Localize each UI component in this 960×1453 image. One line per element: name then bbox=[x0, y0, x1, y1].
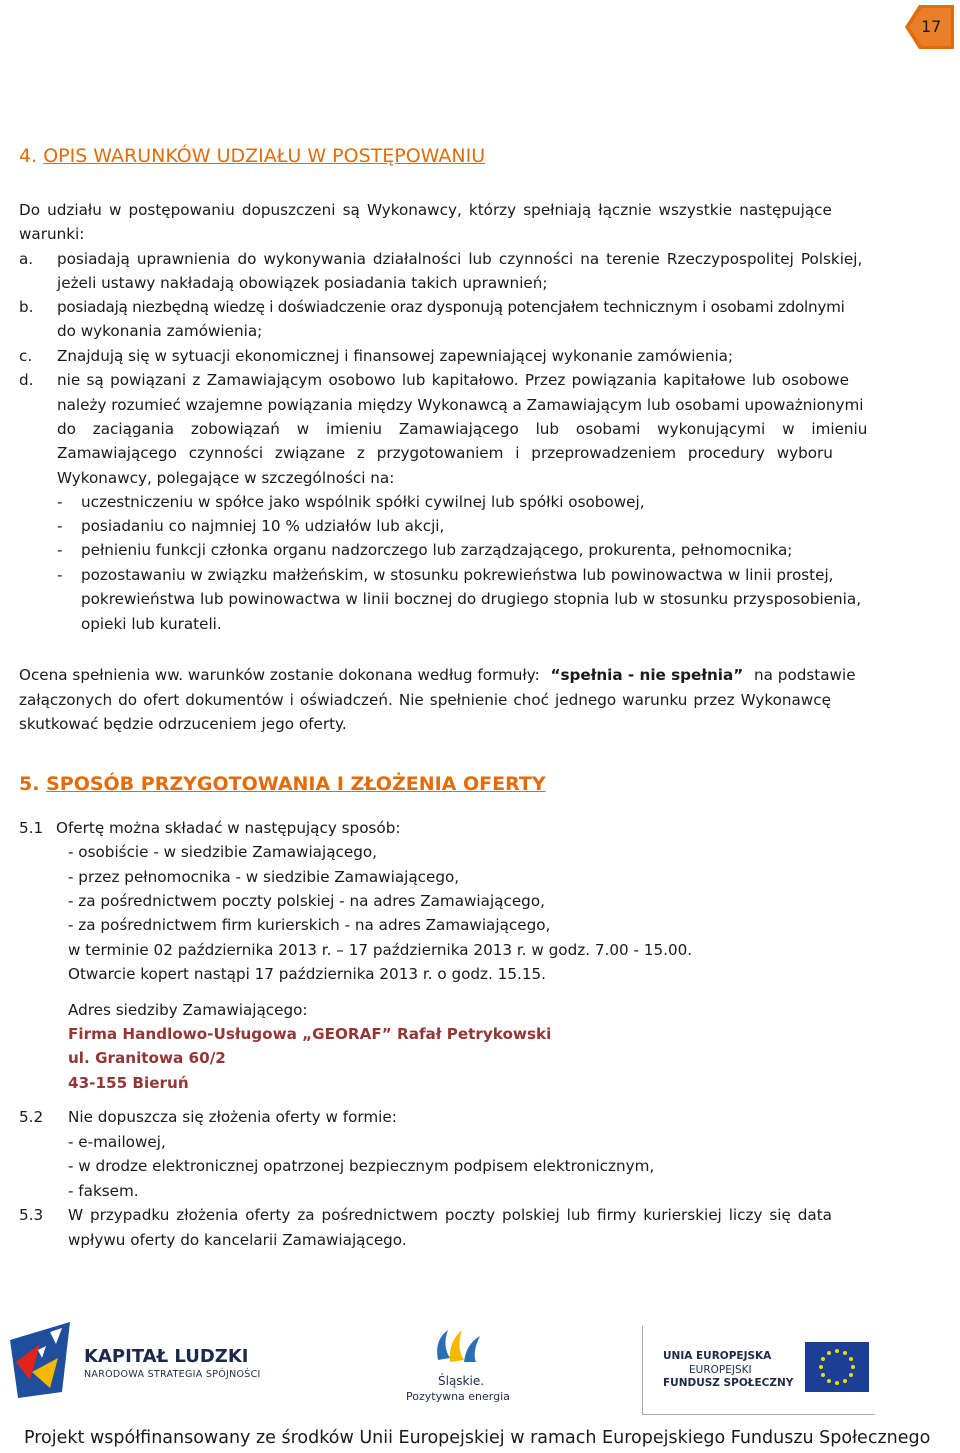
eu-logo bbox=[642, 1326, 875, 1415]
item-d-line3: do zaciągania zobowiązań w imieniu Zamawiającego lub osobami wykonującymi w imieniu bbox=[57, 420, 868, 438]
slaskie-logo bbox=[400, 1322, 520, 1406]
bullet1-dash: - bbox=[57, 493, 63, 511]
eval-line3: skutkować będzie odrzuceniem jego oferty. bbox=[19, 715, 347, 733]
page-number-badge bbox=[905, 5, 954, 49]
footer-text: Projekt współfinansowany ze środków Unii Europejskiej w ramach Europejskiego Funduszu Społecznego bbox=[24, 1428, 931, 1448]
bullet4-dash: - bbox=[57, 566, 63, 584]
kapital-ludzki-subtitle: NARODOWA STRATEGIA SPÓJNOŚCI bbox=[84, 1369, 261, 1380]
p52-item-2: - w drodze elektronicznej opatrzonej bezpiecznym podpisem elektronicznym, bbox=[68, 1157, 655, 1175]
intro-line2: warunki: bbox=[19, 225, 85, 243]
eval-line1 bbox=[19, 665, 856, 685]
slaskie-title: Śląskie. bbox=[438, 1374, 485, 1388]
eu-line1: UNIA EUROPEJSKA bbox=[663, 1350, 772, 1362]
bullet2: posiadaniu co najmniej 10 % udziałów lub akcji, bbox=[81, 517, 445, 535]
item-d-label: d. bbox=[19, 371, 34, 389]
slaskie-subtitle: Pozytywna energia bbox=[406, 1390, 510, 1403]
bullet4-line2: pokrewieństwa lub powinowactwa w linii bocznej do drugiego stopnia lub w stosunku przysposobienia, bbox=[81, 590, 862, 608]
eu-line3: FUNDUSZ SPOŁECZNY bbox=[663, 1377, 794, 1389]
bullet4-line3: opieki lub kurateli. bbox=[81, 615, 222, 633]
eval-bold: “spełnia - nie spełnia” bbox=[550, 666, 744, 684]
bullet3: pełnieniu funkcji członka organu nadzorczego lub zarządzającego, prokurenta, pełnomocnika; bbox=[81, 541, 793, 559]
section4-number: 4. bbox=[19, 145, 38, 167]
opening: Otwarcie kopert nastąpi 17 października 2013 r. o godz. 15.15. bbox=[68, 965, 546, 983]
kapital-ludzki-logo bbox=[10, 1322, 290, 1400]
p51-item-1: - osobiście - w siedzibie Zamawiającego, bbox=[68, 843, 377, 861]
bullet3-dash: - bbox=[57, 541, 63, 559]
bullet1: uczestniczeniu w spółce jako wspólnik spółki cywilnej lub spółki osobowej, bbox=[81, 493, 645, 511]
item-d-line1: nie są powiązani z Zamawiającym osobowo lub kapitałowo. Przez powiązania kapitałowe lub osobowe bbox=[57, 371, 849, 389]
address-company: Firma Handlowo-Usługowa „GEORAF” Rafał Petrykowski bbox=[68, 1025, 552, 1043]
item-d-line4: Zamawiającego czynności związane z przygotowaniem i przeprowadzeniem procedury wyboru bbox=[57, 444, 833, 462]
p53-line1: W przypadku złożenia oferty za pośrednictwem poczty polskiej lub firmy kurierskiej liczy się data bbox=[68, 1206, 832, 1224]
item-a-label: a. bbox=[19, 250, 34, 268]
eval-line2: załączonych do ofert dokumentów i oświadczeń. Nie spełnienie choć jednego warunku przez Wykonawcę bbox=[19, 691, 831, 709]
intro-line1 bbox=[19, 200, 879, 220]
kapital-ludzki-title: KAPITAŁ LUDZKI bbox=[84, 1346, 249, 1367]
item-d-line5: Wykonawcy, polegające w szczególności na: bbox=[57, 469, 395, 487]
eval-post: na podstawie bbox=[754, 666, 856, 684]
eval-bold-text: spełnia - nie spełnia bbox=[560, 666, 734, 684]
page-number: 17 bbox=[921, 17, 942, 36]
item-b-line1: posiadają niezbędną wiedzę i doświadczenie oraz dysponują potencjałem technicznym i osobami zdolnymi bbox=[57, 298, 845, 316]
item-c-line1: Znajdują się w sytuacji ekonomicznej i finansowej zapewniającej wykonanie zamówienia; bbox=[57, 347, 734, 365]
p53-label: 5.3 bbox=[19, 1206, 44, 1224]
p51-label: 5.1 bbox=[19, 819, 44, 837]
address-city: 43-155 Bieruń bbox=[68, 1074, 189, 1092]
section5-title: SPOSÓB PRZYGOTOWANIA I ZŁOŻENIA OFERTY bbox=[46, 773, 546, 795]
bullet2-dash: - bbox=[57, 517, 63, 535]
address-street: ul. Granitowa 60/2 bbox=[68, 1049, 226, 1067]
p52-item-3: - faksem. bbox=[68, 1182, 139, 1200]
section4-heading bbox=[19, 144, 485, 168]
p51-item-3: - za pośrednictwem poczty polskiej - na adres Zamawiającego, bbox=[68, 892, 545, 910]
slaskie-emblem-icon bbox=[428, 1322, 488, 1372]
address-label: Adres siedziby Zamawiającego: bbox=[68, 1001, 308, 1019]
p51-item-4: - za pośrednictwem firm kurierskich - na adres Zamawiającego, bbox=[68, 916, 551, 934]
section5-number: 5. bbox=[19, 773, 40, 795]
item-a-line1: posiadają uprawnienia do wykonywania działalności lub czynności na terenie Rzeczypospolitej Polskiej, bbox=[57, 250, 863, 268]
p51-text: Ofertę można składać w następujący sposób: bbox=[56, 819, 401, 837]
eu-line2: EUROPEJSKI bbox=[689, 1364, 752, 1376]
p51-item-2: - przez pełnomocnika - w siedzibie Zamawiającego, bbox=[68, 868, 460, 886]
deadline: w terminie 02 października 2013 r. – 17 października 2013 r. w godz. 7.00 - 15.00. bbox=[68, 941, 693, 959]
item-d-line2: należy rozumieć wzajemne powiązania między Wykonawcą a Zamawiającym lub osobami upoważnionymi bbox=[57, 396, 864, 414]
p52-item-1: - e-mailowej, bbox=[68, 1133, 166, 1151]
intro-line1-text: Do udziału w postępowaniu dopuszczeni są Wykonawcy, którzy spełniają łącznie wszystkie następujące bbox=[19, 201, 832, 219]
p53-line2: wpływu oferty do kancelarii Zamawiającego. bbox=[68, 1231, 407, 1249]
section5-heading bbox=[19, 772, 546, 796]
item-b-label: b. bbox=[19, 298, 34, 316]
bullet4-line1: pozostawaniu w związku małżeńskim, w stosunku pokrewieństwa lub powinowactwa w linii prostej, bbox=[81, 566, 834, 584]
section4-title: OPIS WARUNKÓW UDZIAŁU W POSTĘPOWANIU bbox=[43, 145, 486, 167]
p52-text: Nie dopuszcza się złożenia oferty w formie: bbox=[68, 1108, 397, 1126]
eu-flag-icon bbox=[805, 1342, 869, 1392]
item-b-line2: do wykonania zamówienia; bbox=[57, 322, 263, 340]
eval-pre: Ocena spełnienia ww. warunków zostanie dokonana według formuły: bbox=[19, 666, 540, 684]
kapital-ludzki-emblem-icon bbox=[10, 1322, 74, 1398]
item-c-label: c. bbox=[19, 347, 33, 365]
item-a-line2: jeżeli ustawy nakładają obowiązek posiadania takich uprawnień; bbox=[57, 274, 548, 292]
p52-label: 5.2 bbox=[19, 1108, 44, 1126]
